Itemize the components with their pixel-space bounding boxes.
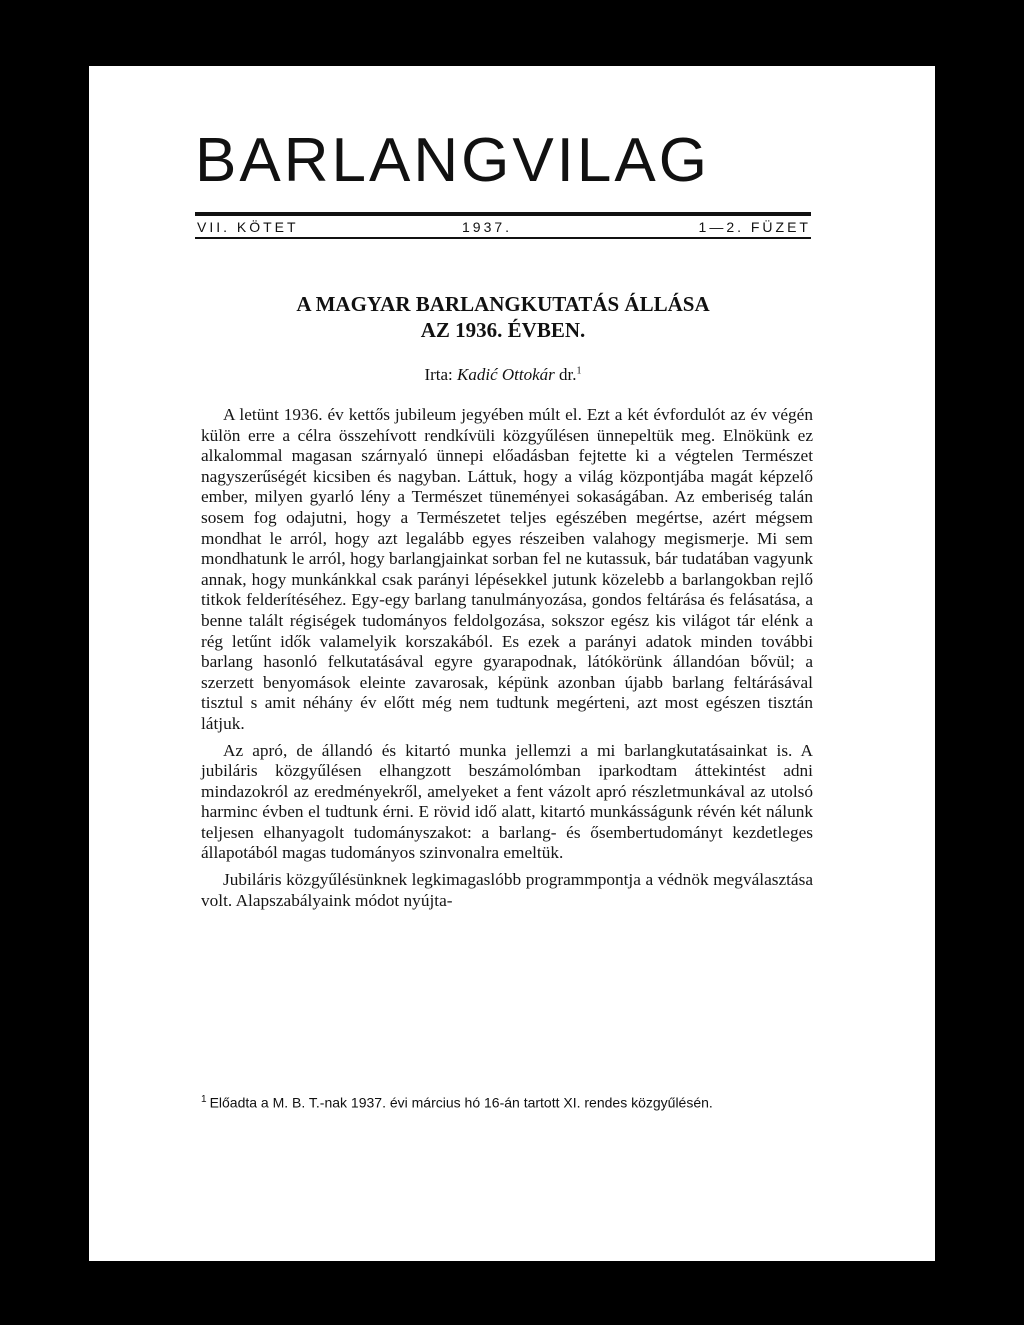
issue-label: 1—2. FÜZET — [698, 219, 811, 235]
footnote — [201, 1090, 813, 1113]
footnote-number: 1 — [201, 1094, 207, 1105]
author-suffix: dr. — [559, 365, 577, 384]
body-paragraph-3: Jubiláris közgyűlésünknek legkimagaslóbb programmpontja a védnök megválasztása volt. Alapszabályaink módot nyújta- — [201, 870, 813, 910]
byline — [195, 365, 811, 385]
volume-label: VII. KÖTET — [197, 219, 299, 235]
article-title — [195, 291, 811, 343]
footnote-reference: 1 — [576, 365, 582, 377]
issue-line — [195, 217, 811, 237]
body-paragraph-1: A letünt 1936. év kettős jubileum jegyében múlt el. Ezt a két évfordulót az év végén külön erre a célra összehívott rendkívüli közgyűlésen ünnepeltük meg. Elnökünk ez alkalommal magasan szárnyaló ünnepi előadásban fejtette ki a végtelen Természet nagyszerűségét kicsiben és nagyban. Láttuk, hogy a világ központjába magát képzelő ember, milyen gyarló lény a Természet tüneményei sokaságában. Az emberiség talán sosem fog odajutni, hogy a Természetet teljes egészében megértse, azért mégsem mondhat le arról, hogy azt legalább egyes részeiben valahogy megismerje. Mi sem mondhatunk le arról, hogy barlangjainkat sorban fel ne kutassuk, bár tudatában vagyunk annak, hogy munkánkkal csak parányi lépésekkel jutunk közelebb a barlangokban rejlő titkok felderítéséhez. Egy-egy barlang tanulmányozása, gondos feltárása és felásatása, a benne talált régiségek tudományos feldolgozása, sokszor egész kis világot tár elénk a rég letűnt idők valamelyik korszakából. Es ezek a parányi adatok minden további barlang hasonló felkutatásával egyre gyarapodnak, látókörünk állandóan bővül; a szerzett benyomások eleinte zavarosak, képünk azonban újabb barlang feltárásával tisztul s amit néhány év előtt még nem tudtunk megérteni, azt most egészen tisztán látjuk. — [201, 405, 813, 733]
article-body — [201, 405, 813, 911]
masthead-rule-top — [195, 212, 811, 216]
journal-masthead: BARLANGVILAG — [195, 126, 710, 195]
byline-prefix: Irta: — [424, 365, 453, 384]
article-title-line-1: A MAGYAR BARLANGKUTATÁS ÁLLÁSA — [296, 292, 710, 316]
year-label: 1937. — [462, 219, 513, 235]
footnote-text: Előadta a M. B. T.-nak 1937. évi március hó 16-án tartott XI. rendes közgyűlésén. — [209, 1094, 713, 1111]
masthead-rule-bottom — [195, 237, 811, 239]
body-paragraph-2: Az apró, de állandó és kitartó munka jellemzi a mi barlangkutatásainkat is. A jubiláris közgyűlésen elhangzott beszámolómban iparkodtam áttekintést adni mindazokról az eredményekről, amelyeket a fent vázolt apró részletmunkával az utolsó harminc évben el tudtunk érni. E rövid idő alatt, kitartó munkásságunk révén két nálunk teljesen elhanyagolt tudományszakot: a barlang- és ősembertudományt kezdetleges állapotából magas tudományos szinvonalra emeltük. — [201, 740, 813, 863]
article-title-line-2: AZ 1936. ÉVBEN. — [420, 318, 586, 342]
document-page — [89, 66, 935, 1261]
author-name: Kadić Ottokár — [457, 365, 555, 384]
